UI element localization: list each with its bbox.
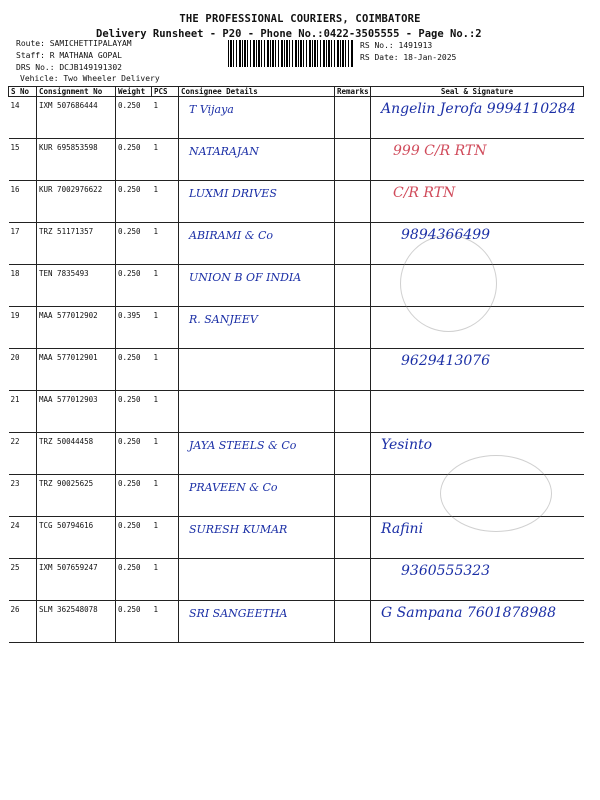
- cell-sno-text: 20: [10, 353, 20, 362]
- cell-weight: [116, 391, 152, 433]
- cell-sno-text: 15: [10, 143, 20, 152]
- table-row: [9, 223, 584, 265]
- cell-consignee: [179, 601, 335, 643]
- cell-weight: [116, 349, 152, 391]
- cell-pcs-text: 1: [153, 143, 159, 152]
- cell-pcs: [152, 559, 179, 601]
- cell-consignment-text: MAA 577012902: [39, 311, 98, 320]
- col-header-consignment: Consignment No: [37, 87, 116, 97]
- cell-sno: [9, 475, 37, 517]
- cell-weight: [116, 559, 152, 601]
- cell-sno-text: 25: [10, 563, 20, 572]
- cell-sno: [9, 601, 37, 643]
- cell-pcs-text: 1: [153, 479, 159, 488]
- handwritten-consignee: UNION B OF INDIA: [189, 271, 302, 284]
- cell-signature: [371, 559, 584, 601]
- cell-sno-text: 26: [10, 605, 20, 614]
- seal-stamp: [400, 235, 497, 332]
- cell-pcs-text: 1: [153, 269, 159, 278]
- table-row: [9, 139, 584, 181]
- cell-remarks: [335, 349, 371, 391]
- handwritten-signature: G Sampana 7601878988: [381, 605, 557, 621]
- cell-pcs: [152, 517, 179, 559]
- table-row: [9, 601, 584, 643]
- cell-weight-text: 0.250: [118, 143, 141, 152]
- cell-sno-text: 21: [10, 395, 20, 404]
- handwritten-signature: 9360555323: [401, 563, 491, 579]
- cell-remarks: [335, 181, 371, 223]
- cell-remarks: [335, 433, 371, 475]
- handwritten-consignee: SURESH KUMAR: [189, 523, 288, 536]
- cell-signature: [371, 181, 584, 223]
- cell-sno-text: 22: [10, 437, 20, 446]
- cell-consignment-text: IXM 507659247: [39, 563, 98, 572]
- handwritten-consignee: JAYA STEELS & Co: [189, 439, 297, 452]
- table-row: [9, 559, 584, 601]
- cell-pcs-text: 1: [153, 521, 159, 530]
- cell-pcs-text: 1: [153, 395, 159, 404]
- cell-weight-text: 0.250: [118, 437, 141, 446]
- cell-consignment: [37, 517, 116, 559]
- cell-weight: [116, 97, 152, 139]
- cell-sno: [9, 433, 37, 475]
- cell-sno: [9, 265, 37, 307]
- cell-pcs: [152, 307, 179, 349]
- col-header-weight: Weight: [116, 87, 152, 97]
- cell-pcs-text: 1: [153, 353, 159, 362]
- cell-consignee: [179, 475, 335, 517]
- cell-sno: [9, 559, 37, 601]
- cell-pcs: [152, 475, 179, 517]
- cell-weight-text: 0.250: [118, 395, 141, 404]
- cell-consignment-text: MAA 577012903: [39, 395, 98, 404]
- cell-consignment: [37, 97, 116, 139]
- cell-consignment: [37, 307, 116, 349]
- handwritten-signature: C/R RTN: [393, 185, 456, 201]
- col-header-pcs: PCS: [152, 87, 179, 97]
- cell-signature: [371, 391, 584, 433]
- cell-pcs: [152, 433, 179, 475]
- cell-weight-text: 0.250: [118, 521, 141, 530]
- table-header-row: [9, 87, 584, 97]
- cell-pcs-text: 1: [153, 311, 159, 320]
- rs-number: RS No.: 1491913: [360, 41, 433, 50]
- cell-signature: [371, 601, 584, 643]
- cell-sno: [9, 223, 37, 265]
- cell-consignment-text: TRZ 50044458: [39, 437, 94, 446]
- rs-date: RS Date: 18-Jan-2025: [360, 53, 457, 62]
- cell-consignee: [179, 181, 335, 223]
- cell-weight: [116, 475, 152, 517]
- cell-consignment-text: KUR 7002976622: [39, 185, 103, 194]
- cell-pcs: [152, 97, 179, 139]
- cell-weight: [116, 601, 152, 643]
- cell-signature: [371, 349, 584, 391]
- cell-weight-text: 0.395: [118, 311, 141, 320]
- cell-pcs-text: 1: [153, 227, 159, 236]
- cell-consignee: [179, 139, 335, 181]
- cell-consignment: [37, 475, 116, 517]
- seal-stamp: [440, 455, 552, 532]
- cell-consignee: [179, 517, 335, 559]
- handwritten-consignee: ABIRAMI & Co: [189, 229, 274, 242]
- cell-consignment-text: MAA 577012901: [39, 353, 98, 362]
- cell-consignment: [37, 139, 116, 181]
- handwritten-consignee: T Vijaya: [189, 103, 234, 116]
- cell-remarks: [335, 97, 371, 139]
- handwritten-signature: 9894366499: [401, 227, 491, 243]
- cell-weight: [116, 517, 152, 559]
- cell-remarks: [335, 517, 371, 559]
- cell-weight-text: 0.250: [118, 101, 141, 110]
- cell-weight: [116, 223, 152, 265]
- cell-remarks: [335, 475, 371, 517]
- cell-sno-text: 24: [10, 521, 20, 530]
- cell-sno-text: 19: [10, 311, 20, 320]
- barcode: [228, 40, 354, 67]
- cell-pcs-text: 1: [153, 605, 159, 614]
- handwritten-consignee: SRI SANGEETHA: [189, 607, 288, 620]
- col-header-consignee: Consignee Details: [179, 87, 335, 97]
- cell-sno-text: 16: [10, 185, 20, 194]
- cell-pcs: [152, 181, 179, 223]
- cell-weight: [116, 307, 152, 349]
- cell-sno: [9, 517, 37, 559]
- col-header-remarks: Remarks: [335, 87, 371, 97]
- cell-consignment: [37, 265, 116, 307]
- cell-sno-text: 23: [10, 479, 20, 488]
- document-title: THE PROFESSIONAL COURIERS, COIMBATORE: [179, 13, 421, 25]
- handwritten-consignee: PRAVEEN & Co: [189, 481, 278, 494]
- cell-pcs: [152, 391, 179, 433]
- cell-remarks: [335, 601, 371, 643]
- cell-sno: [9, 307, 37, 349]
- cell-sno-text: 18: [10, 269, 20, 278]
- cell-remarks: [335, 559, 371, 601]
- cell-pcs: [152, 223, 179, 265]
- cell-consignment: [37, 601, 116, 643]
- cell-consignment: [37, 181, 116, 223]
- cell-consignee: [179, 559, 335, 601]
- vehicle-label: Vehicle: Two Wheeler Delivery: [20, 74, 160, 83]
- cell-pcs: [152, 265, 179, 307]
- cell-consignee: [179, 391, 335, 433]
- table-row: [9, 265, 584, 307]
- cell-remarks: [335, 307, 371, 349]
- cell-pcs-text: 1: [153, 185, 159, 194]
- cell-signature: [371, 139, 584, 181]
- table-row: [9, 349, 584, 391]
- handwritten-signature: 9629413076: [401, 353, 491, 369]
- handwritten-signature: Angelin Jerofa 9994110284: [381, 101, 576, 117]
- drs-label: DRS No.: DCJB149191302: [16, 63, 122, 72]
- cell-sno-text: 14: [10, 101, 20, 110]
- table-row: [9, 391, 584, 433]
- table-row: [9, 97, 584, 139]
- cell-weight-text: 0.250: [118, 563, 141, 572]
- runsheet-table: [8, 86, 584, 643]
- cell-consignee: [179, 223, 335, 265]
- cell-consignment-text: TEN 7835493: [39, 269, 89, 278]
- cell-consignment: [37, 559, 116, 601]
- cell-pcs-text: 1: [153, 563, 159, 572]
- cell-consignment-text: TRZ 51171357: [39, 227, 94, 236]
- cell-consignee: [179, 265, 335, 307]
- table-row: [9, 307, 584, 349]
- cell-consignee: [179, 433, 335, 475]
- cell-signature: [371, 97, 584, 139]
- cell-weight-text: 0.250: [118, 185, 141, 194]
- cell-sno: [9, 181, 37, 223]
- cell-sno: [9, 139, 37, 181]
- cell-weight-text: 0.250: [118, 479, 141, 488]
- cell-remarks: [335, 391, 371, 433]
- cell-consignment-text: SLM 362548078: [39, 605, 98, 614]
- cell-weight-text: 0.250: [118, 227, 141, 236]
- cell-sno-text: 17: [10, 227, 20, 236]
- cell-pcs: [152, 601, 179, 643]
- handwritten-signature: Rafini: [381, 521, 424, 537]
- cell-weight: [116, 265, 152, 307]
- cell-pcs-text: 1: [153, 101, 159, 110]
- document-subtitle: Delivery Runsheet - P20 - Phone No.:0422-3505555 - Page No.:2: [96, 28, 482, 40]
- col-header-sno: S No: [9, 87, 37, 97]
- cell-consignee: [179, 307, 335, 349]
- cell-weight: [116, 139, 152, 181]
- cell-weight-text: 0.250: [118, 605, 141, 614]
- table-row: [9, 181, 584, 223]
- handwritten-consignee: R. SANJEEV: [189, 313, 258, 326]
- handwritten-consignee: LUXMI DRIVES: [189, 187, 277, 200]
- cell-pcs: [152, 349, 179, 391]
- col-header-seal: Seal & Signature: [371, 87, 584, 97]
- cell-pcs-text: 1: [153, 437, 159, 446]
- route-label: Route: SAMICHETTIPALAYAM: [16, 39, 132, 48]
- cell-weight-text: 0.250: [118, 353, 141, 362]
- cell-consignment-text: TRZ 90025625: [39, 479, 94, 488]
- cell-remarks: [335, 139, 371, 181]
- cell-consignment-text: IXM 507686444: [39, 101, 98, 110]
- cell-pcs: [152, 139, 179, 181]
- cell-consignment: [37, 223, 116, 265]
- staff-label: Staff: R MATHANA GOPAL: [16, 51, 122, 60]
- cell-weight: [116, 181, 152, 223]
- cell-sno: [9, 349, 37, 391]
- cell-sno: [9, 97, 37, 139]
- cell-weight: [116, 433, 152, 475]
- cell-consignment-text: KUR 695853598: [39, 143, 98, 152]
- cell-consignment: [37, 349, 116, 391]
- cell-remarks: [335, 223, 371, 265]
- cell-weight-text: 0.250: [118, 269, 141, 278]
- cell-consignment: [37, 391, 116, 433]
- handwritten-signature: Yesinto: [381, 437, 433, 453]
- cell-consignment: [37, 433, 116, 475]
- handwritten-consignee: NATARAJAN: [189, 145, 259, 158]
- cell-consignee: [179, 97, 335, 139]
- handwritten-signature: 999 C/R RTN: [393, 143, 487, 159]
- cell-consignee: [179, 349, 335, 391]
- cell-remarks: [335, 265, 371, 307]
- cell-consignment-text: TCG 50794616: [39, 521, 94, 530]
- cell-sno: [9, 391, 37, 433]
